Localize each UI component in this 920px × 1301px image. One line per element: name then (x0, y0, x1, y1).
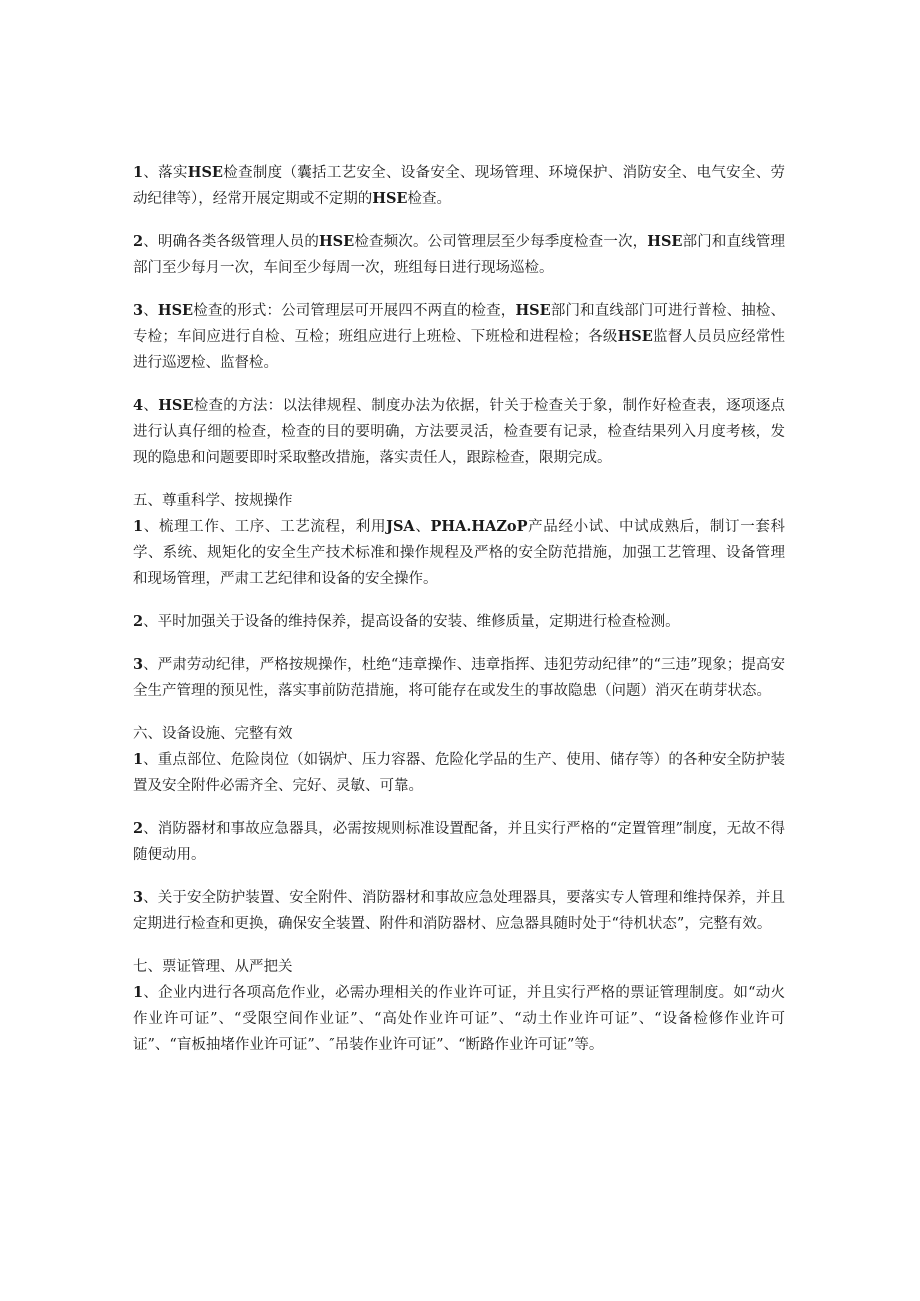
bold-term: HSE (515, 302, 551, 319)
bold-term: HSE (187, 164, 223, 181)
paragraph-text: 、企业内进行各项高危作业，必需办理相关的作业许可证，并且实行严格的票证管理制度。如“动火作业许可证”、“受限空间作业证”、“高处作业许可证”、“动土作业许可证”、“设备检修作业许可证”、“盲板抽堵作业许可证”、″吊装作业许可证”、“断路作业许可证”等。 (133, 985, 785, 1053)
bold-term: HSE (647, 233, 683, 250)
paragraph-number: 4 (133, 397, 144, 414)
paragraph-1 (133, 514, 785, 592)
paragraph-number: 2 (133, 233, 144, 250)
paragraph-number: 2 (133, 613, 144, 630)
section-5 (133, 488, 785, 704)
paragraph-text: 、关于安全防护装置、安全附件、消防器材和事故应急处理器具，要落实专人管理和维持保养，并且定期进行检查和更换，确保安全装置、附件和消防器材、应急器具随时处于“待机状态”，完整有效。 (133, 890, 785, 932)
section-hse-inspection (133, 160, 785, 471)
paragraph-number: 3 (133, 302, 144, 319)
paragraph-number: 1 (133, 518, 144, 535)
bold-term: HSE (157, 302, 194, 319)
paragraph-text: 、明确各类各级管理人员的HSE检查频次。公司管理层至少每季度检查一次，HSE部门和直线管理部门至少每月一次，车间至少每周一次，班组每日进行现场巡检。 (133, 233, 786, 276)
paragraph-number: 3 (133, 656, 144, 673)
bold-term: PHA.HAZoP (430, 518, 528, 535)
bold-term: JSA (386, 518, 415, 535)
bold-term: HSE (372, 190, 408, 207)
paragraph-text: 、平时加强关于设备的维持保养，提高设备的安装、维修质量，定期进行检查检测。 (143, 614, 680, 630)
paragraph-3 (133, 298, 785, 376)
section-heading: 六、设备设施、完整有效 (133, 726, 293, 742)
paragraph-3 (133, 885, 785, 937)
paragraph-2 (133, 229, 785, 281)
paragraph-number: 2 (133, 820, 144, 837)
paragraph-text: 、消防器材和事故应急器具，必需按规则标准设置配备，并且实行严格的“定置管理”制度，无故不得随便动用。 (133, 821, 785, 863)
paragraph-text: 、重点部位、危险岗位（如锅炉、压力容器、危险化学品的生产、使用、储存等）的各种安全防护装置及安全附件必需齐全、完好、灵敏、可靠。 (133, 752, 785, 794)
paragraph-number: 1 (133, 751, 144, 768)
paragraph-number: 1 (133, 164, 144, 181)
paragraph-text: 、HSE检查的方法：以法律规程、制度办法为依据，针关于检查关于象，制作好检查表，逐项逐点进行认真仔细的检查，检查的目的要明确，方法要灵活，检查要有记录，检查结果列入月度考核，发现的隐患和问题要即时采取整改措施，落实责任人，跟踪检查，限期完成。 (133, 397, 786, 466)
section-heading: 五、尊重科学、按规操作 (133, 493, 293, 509)
paragraph-text: 、落实HSE检查制度（囊括工艺安全、设备安全、现场管理、环境保护、消防安全、电气安全、劳动纪律等），经常开展定期或不定期的HSE检查。 (133, 164, 786, 207)
paragraph-2 (133, 609, 785, 635)
section-7 (133, 954, 785, 1058)
paragraph-text: 、HSE检查的形式：公司管理层可开展四不两直的检查，HSE部门和直线部门可进行普检、抽检、专检；车间应进行自检、互检；班组应进行上班检、下班检和进程检；各级HSE监督人员员应经常性进行巡逻检、监督检。 (133, 302, 786, 371)
bold-term: HSE (617, 328, 653, 345)
section-heading: 七、票证管理、从严把关 (133, 959, 293, 975)
paragraph-number: 1 (133, 984, 144, 1001)
paragraph-text: 、梳理工作、工序、工艺流程，利用JSA、PHA.HAZoP产品经小试、中试成熟后，制订一套科学、系统、规矩化的安全生产技术标准和操作规程及严格的安全防范措施，加强工艺管理、设备管理和现场管理，严肃工艺纪律和设备的安全操作。 (133, 518, 785, 587)
bold-term: HSE (318, 233, 355, 250)
document-page (133, 160, 785, 1075)
paragraph-1 (133, 980, 785, 1058)
bold-term: HSE (158, 397, 194, 414)
paragraph-2 (133, 816, 785, 868)
paragraph-number: 3 (133, 889, 144, 906)
section-6 (133, 721, 785, 937)
paragraph-1 (133, 160, 785, 212)
paragraph-4 (133, 393, 785, 471)
paragraph-3 (133, 652, 785, 704)
paragraph-text: 、严肃劳动纪律，严格按规操作，杜绝“违章操作、违章指挥、违犯劳动纪律”的“三违”现象；提高安全生产管理的预见性，落实事前防范措施，将可能存在或发生的事故隐患（问题）消灭在萌芽状态。 (133, 657, 785, 699)
paragraph-1 (133, 747, 785, 799)
